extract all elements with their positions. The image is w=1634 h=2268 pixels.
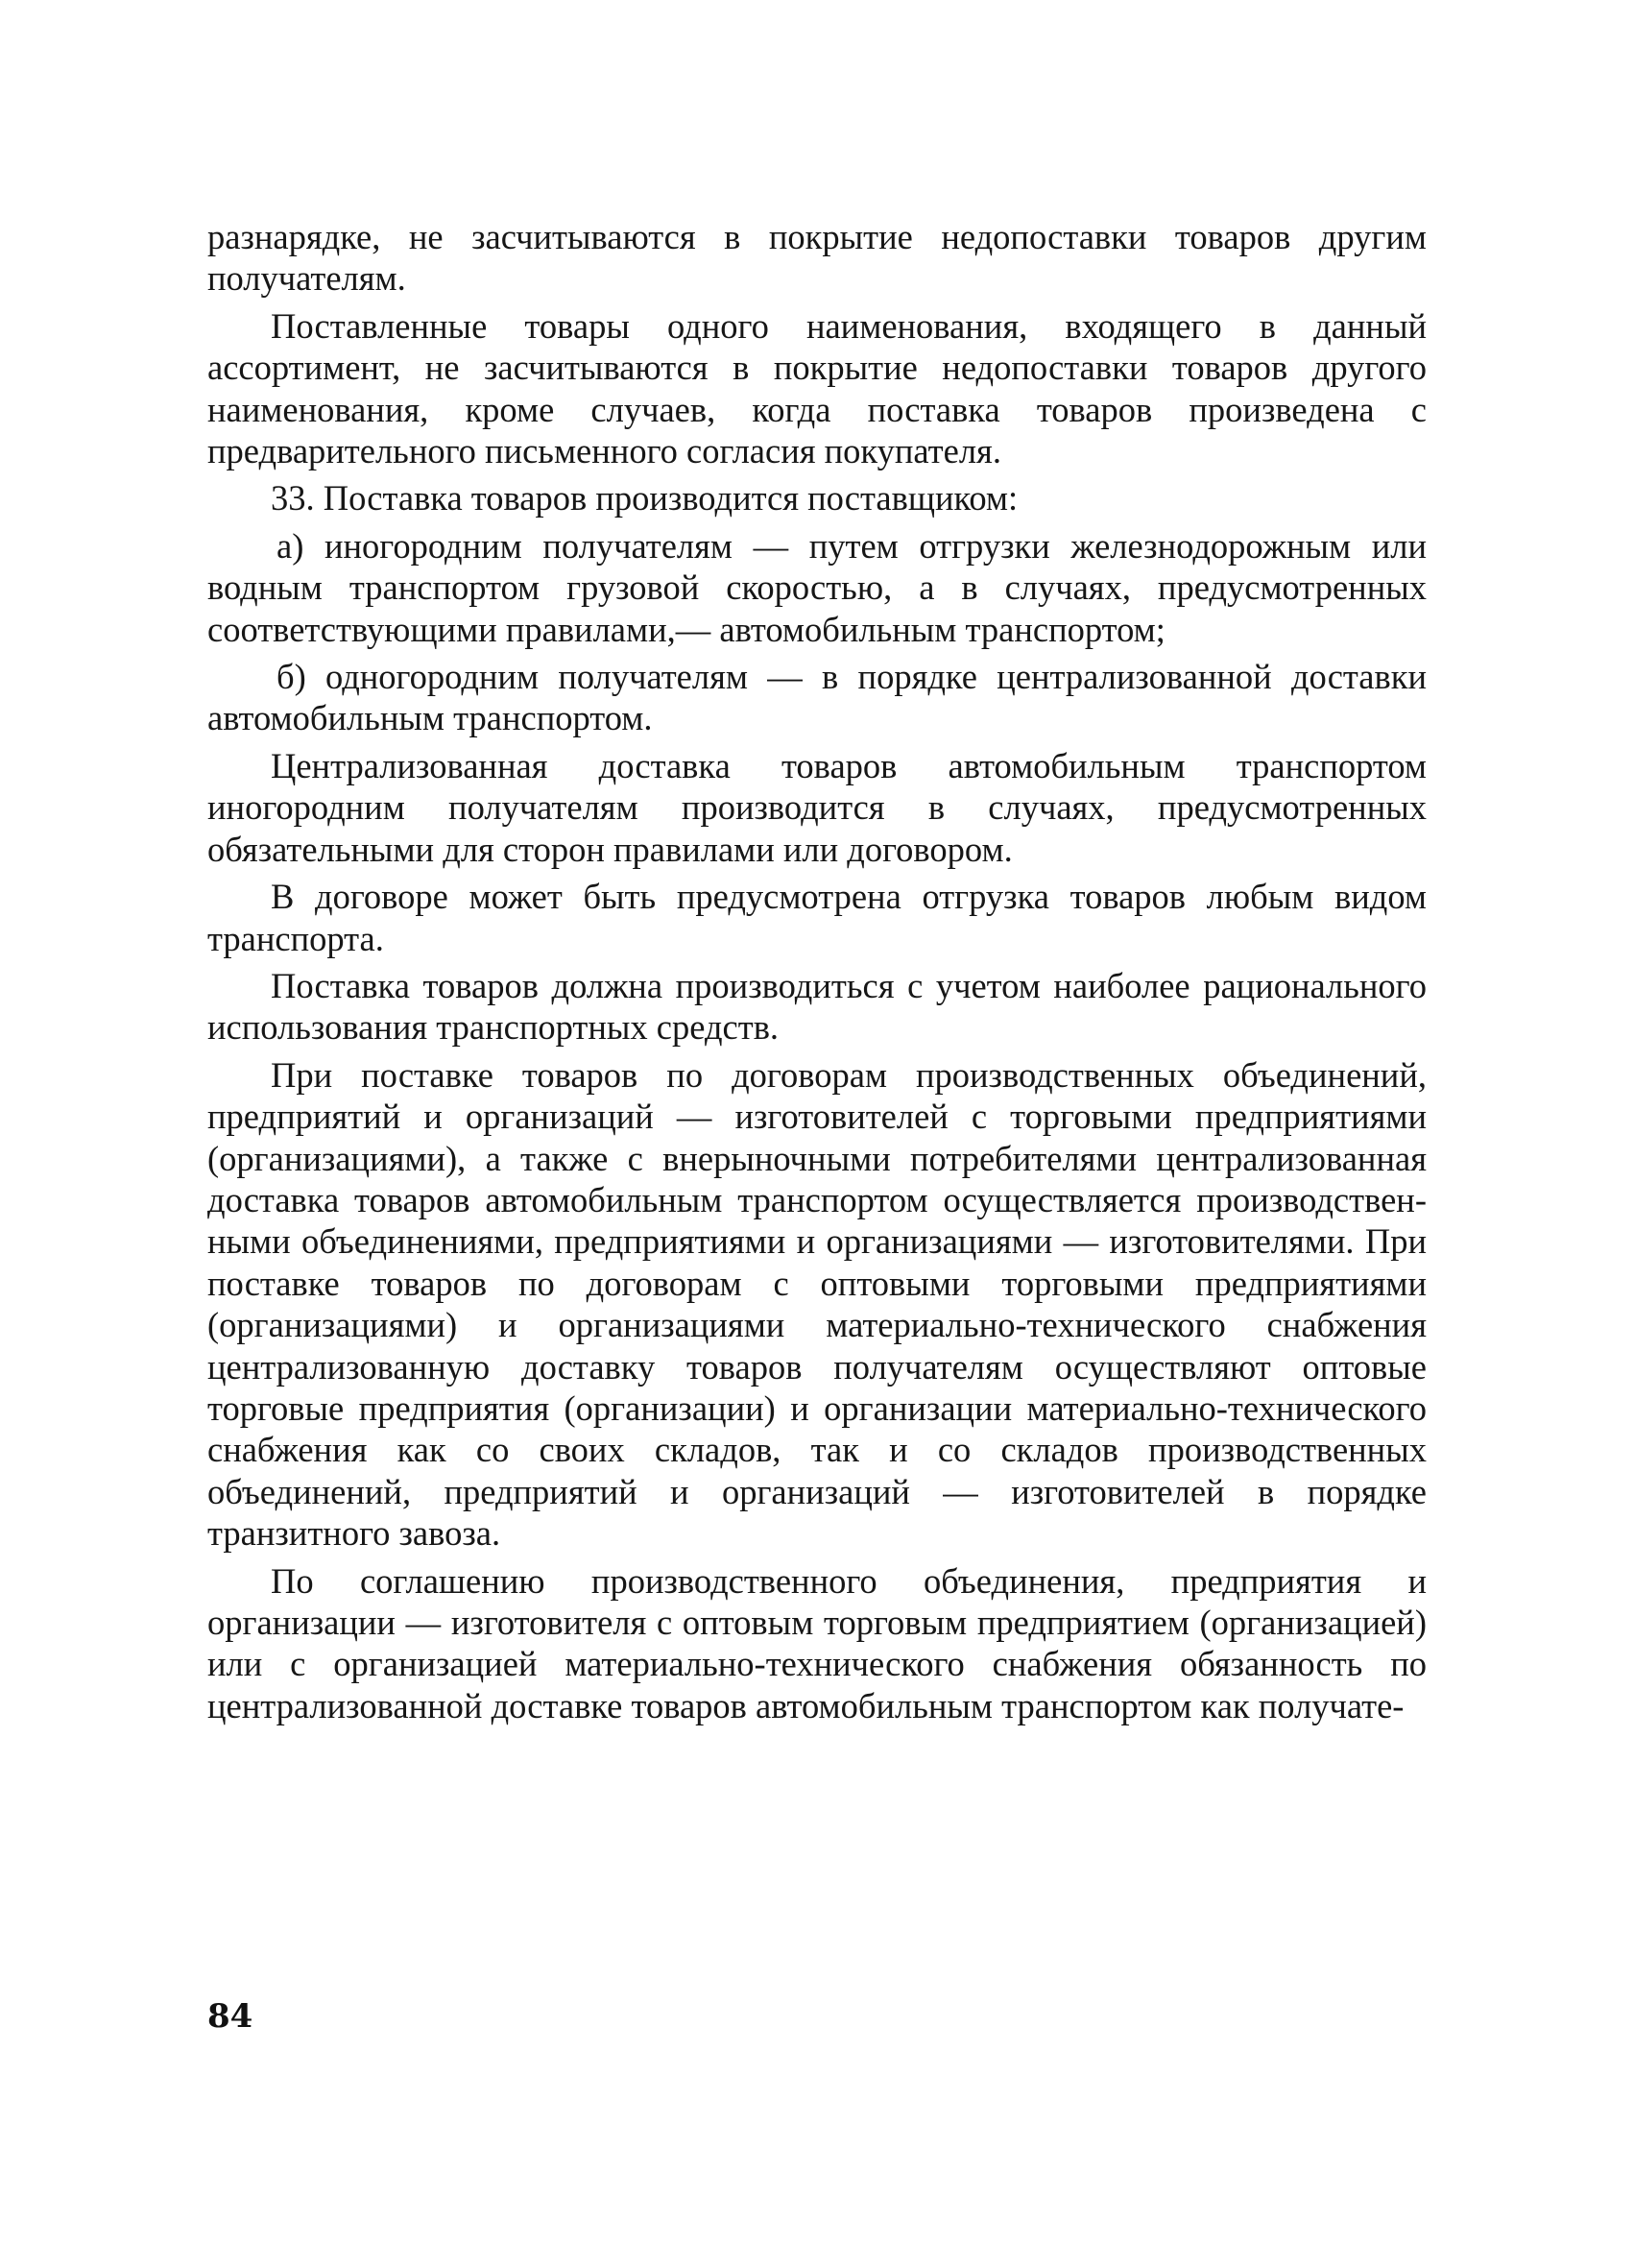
paragraph-item-b: б) одногородним получателям — в порядке централизованной доставки автомобильным транспортом. [207,657,1427,738]
paragraph-manufacturers: При поставке товаров по договорам производственных объединений, предприятий и организаций — изготовителей с торговыми предприятиями (организациями), а также с внерыночными потребителями централизованная доставка товаров автомобильным транспортом осуществляется производственными объединениями, предприятиями и организациями — изготовителями. При поставке товаров по договорам с оптовыми торговыми предприятиями (организациями) и организациями материально-технического снабжения централизованную доставку товаров получателям осуществляют оптовые торговые предприятия (организации) и организации материально-технического снабжения как со своих складов, так и со складов производственных объединений, предприятий и организаций — изготовителей в порядке транзитного завоза. [207,1054,1427,1554]
paragraph-continuation: разнарядке, не засчитываются в покрытие недопоставки товаров другим получателям. [207,217,1427,299]
paragraph-contract-transport: В договоре может быть предусмотрена отгрузка товаров любым видом транспорта. [207,877,1427,958]
page-number: 84 [207,1997,253,2036]
paragraph-centralized-delivery: Централизованная доставка товаров автомобильным транспортом иногородним получателям производится в случаях, предусмотренных обязательными для сторон правилами или договором. [207,745,1427,869]
paragraph-clause-33: 33. Поставка товаров производится поставщиком: [271,478,1019,519]
paragraph-agreement: По соглашению производственного объединения, предприятия и организации — изготовителя с оптовым торговым предприятием (организацией) или с организацией материально-технического снабжения обязанность по централизованной доставке товаров автомобильным транспортом как получате- [207,1560,1427,1725]
paragraph-assortment: Поставленные товары одного наименования, входящего в данный ассортимент, не засчитываются в покрытие недопоставки товаров другого наименования, кроме случаев, когда поставка товаров произведена с предварительного письменного согласия покупателя. [207,305,1427,471]
paragraph-item-a: а) иногородним получателям — путем отгрузки железнодорожным или водным транспортом грузовой скоростью, а в случаях, предусмотренных соответствующими правилами,— автомобильным транспортом; [207,525,1427,649]
paragraph-rational-use: Поставка товаров должна производиться с учетом наиболее рационального использования транспортных средств. [207,965,1427,1048]
page-body [207,216,1427,1732]
